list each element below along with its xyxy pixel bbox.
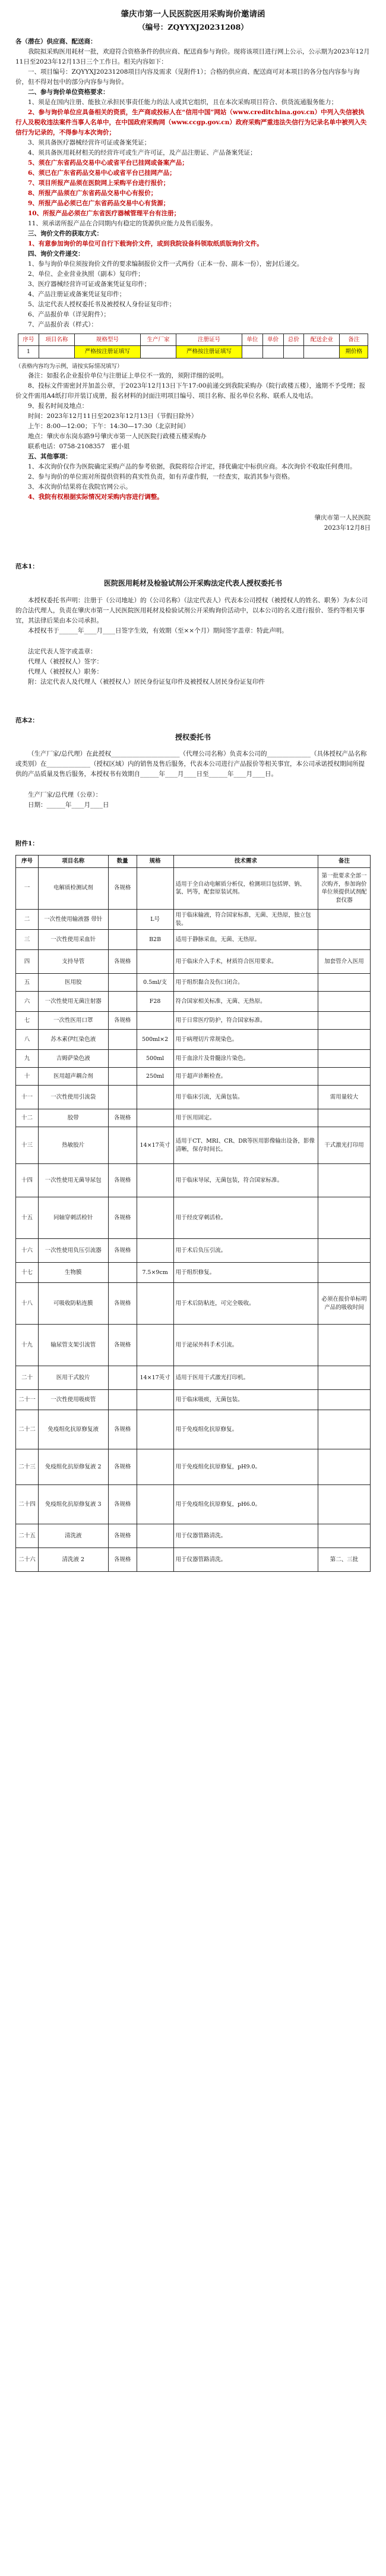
attachment-cell: 十三 bbox=[16, 1127, 39, 1164]
requirement-1: 1、须是在国内注册、能独立承担民事责任能力的法人或其它组织，且在本次采购项目符合、供货流通服务能力； bbox=[28, 99, 338, 106]
sample-2-title: 授权委托书 bbox=[175, 732, 211, 741]
attachment-cell: 各规格 bbox=[108, 1164, 137, 1197]
attachment-cell bbox=[318, 1239, 371, 1263]
attachment-cell bbox=[137, 950, 173, 974]
attachment-cell: 一次性医用口罩 bbox=[38, 1012, 108, 1030]
attachment-cell: 用于临床吸痰，无菌包装。 bbox=[173, 1390, 318, 1410]
attachment-cell bbox=[318, 1410, 371, 1449]
attachment-cell: 适用于全自动电解质分析仪，检测项目包括钾、钠、氯、钙等，配套原装试剂。 bbox=[173, 867, 318, 909]
price-header-cell: 备注 bbox=[340, 334, 368, 346]
sample-2-date: 日期：______年____月____日 bbox=[28, 801, 109, 809]
attachment-cell: 各规格 bbox=[108, 1524, 137, 1548]
sample-1-agent-title: 代理人（被授权人）职务： bbox=[28, 668, 103, 675]
attachment-cell bbox=[108, 1086, 137, 1109]
deliver-2: 2、单位、企业营业执照（副本）复印件； bbox=[28, 271, 144, 278]
attachment-cell: 电解质检测试剂 bbox=[38, 867, 108, 909]
other-2: 2、参与询价的单位需对所提供资料的真实性负责，如有弄虚作假，一经查实，取消其参与资格。 bbox=[28, 473, 294, 481]
price-cell bbox=[304, 346, 340, 358]
attachment-cell: 一次性使用负压引流器 bbox=[38, 1239, 108, 1263]
attachment-cell: 用于泌尿外科手术引流。 bbox=[173, 1325, 318, 1366]
section-4-heading: 四、询价文件递交： bbox=[28, 250, 84, 258]
attachment-cell: 500ml bbox=[137, 1050, 173, 1068]
attachment-cell bbox=[108, 1030, 137, 1050]
attachment-cell: 二十五 bbox=[16, 1524, 39, 1548]
deliver-1: 1、参与询价单位须按询价文件的要求编制报价文件一式两份（正本一份、副本一份），密封后递交。 bbox=[28, 260, 303, 268]
sample-1-paragraph-1: 本授权委托书声明：注册于（公司地址）的（公司名称）（法定代表人）代表本公司授权（被授权人的姓名、职务）为本公司的合法代理人，负责在肇庆市第一人民医院医用耗材及检验试剂公开采购询价活动中，以本公司的名义进行报价、签约等相关事宜，其法律后果由本公司承担。 bbox=[15, 596, 368, 624]
section-3-heading: 三、询价文件的获取方式： bbox=[28, 230, 103, 238]
attachment-cell: 250ml bbox=[137, 1068, 173, 1086]
attachment-cell: 免疫组化抗原修复液 3 bbox=[38, 1485, 108, 1524]
attachment-cell: 吉姆萨染色液 bbox=[38, 1050, 108, 1068]
price-cell: 期价格 bbox=[340, 346, 368, 358]
attachment-cell bbox=[318, 1325, 371, 1366]
sample-1-legal-rep: 法定代表人签字或盖章： bbox=[28, 647, 97, 655]
price-header-cell: 配送企业 bbox=[304, 334, 340, 346]
requirement-7: 7、项目所报产品须在医院网上采购平台进行报价； bbox=[28, 180, 170, 187]
sample-1-agent-sign: 代理人（被授权人）签字： bbox=[28, 658, 103, 665]
attachment-table-row bbox=[16, 1197, 371, 1239]
section-5-heading: 五、其他事项： bbox=[28, 453, 72, 461]
attachment-cell: 五 bbox=[16, 974, 39, 992]
sign-organization: 肇庆市第一人民医院 bbox=[314, 514, 371, 522]
intro-paragraph: 我院拟采购医用耗材一批，欢迎符合资格条件的供应商、配送商参与询价。现将该项目进行网上公示，公示期为2023年12月11日至2023年12月13日三个工作日。相关内容如下： bbox=[15, 48, 370, 66]
attachment-cell bbox=[137, 1109, 173, 1127]
attachment-table-row bbox=[16, 930, 371, 950]
attachment-cell bbox=[137, 1449, 173, 1485]
attachment-cell: 用于免疫组化抗原修复。 bbox=[173, 1410, 318, 1449]
attachment-table-row bbox=[16, 867, 371, 909]
attachment-cell: 用于病理切片常规染色。 bbox=[173, 1030, 318, 1050]
attachment-cell: 用于临床输液，符合国家标准，无菌、无热原，独立包装。 bbox=[173, 909, 318, 930]
sample-2-label: 范本2： bbox=[15, 716, 39, 724]
price-cell bbox=[242, 346, 262, 358]
attachment-cell bbox=[318, 1068, 371, 1086]
requirement-9: 9、所报产品必须已在广东省药品交易中心有货源； bbox=[28, 200, 170, 207]
greeting: 各（潜在）供应商、配送商： bbox=[15, 38, 97, 46]
attachment-cell bbox=[137, 1390, 173, 1410]
other-1: 1、本次询价仅作为医院确定采购产品的参考依据，我院将综合评定，择优确定中标供应商。本次询价不收取任何费用。 bbox=[28, 463, 356, 471]
attachment-cell: 十二 bbox=[16, 1109, 39, 1127]
section-1: 一、项目编号：ZQYYXJ20231208项目内容及需求（见附件1）；合格的供应商、配送商可对本项目的各分包内容参与询价，但不得对包中的部分内容参与询价。 bbox=[15, 68, 360, 86]
attachment-cell bbox=[318, 1050, 371, 1068]
attachment-cell: 二十一 bbox=[16, 1390, 39, 1410]
attachment-cell: 十七 bbox=[16, 1263, 39, 1283]
attachment-cell bbox=[318, 1263, 371, 1283]
requirement-11: 11、须承诺所报产品在合同期内有稳定的货源供应能力及售后服务。 bbox=[28, 220, 217, 228]
sample-1-label: 范本1： bbox=[15, 563, 39, 571]
attachment-cell: 十八 bbox=[16, 1283, 39, 1325]
attachment-cell: 适用于静脉采血，无菌、无热原。 bbox=[173, 930, 318, 950]
attachment-cell bbox=[108, 992, 137, 1012]
body-note: 备注：如报名企业报价单位与注册证上单位不一致的，须附详细的说明。 bbox=[28, 372, 227, 380]
attachment-table-row bbox=[16, 1366, 371, 1390]
attachment-cell bbox=[318, 992, 371, 1012]
attachment-cell: 十四 bbox=[16, 1164, 39, 1197]
attachment-cell: 输尿管支架引流管 bbox=[38, 1325, 108, 1366]
attachment-table-row bbox=[16, 1485, 371, 1524]
attachment-cell bbox=[137, 1485, 173, 1524]
attachment-cell bbox=[108, 1050, 137, 1068]
price-table-header bbox=[18, 334, 368, 346]
attachment-table-row bbox=[16, 1068, 371, 1086]
attachment-cell: 用于临床介入手术，材质符合医用要求。 bbox=[173, 950, 318, 974]
price-cell bbox=[39, 346, 74, 358]
attachment-cell bbox=[318, 909, 371, 930]
price-table-note: （表格内容均为示例，请按实际情况填写） bbox=[15, 363, 123, 370]
attachment-table-row bbox=[16, 950, 371, 974]
attachment-table-row bbox=[16, 1012, 371, 1030]
attachment-table-row bbox=[16, 1283, 371, 1325]
attachment-cell: 用于仪器管路清洗。 bbox=[173, 1548, 318, 1572]
attachment-cell bbox=[318, 1485, 371, 1524]
attachment-cell bbox=[108, 1366, 137, 1390]
attachment-table-row bbox=[16, 1449, 371, 1485]
attachment-cell: 各规格 bbox=[108, 1197, 137, 1239]
price-header-cell: 序号 bbox=[18, 334, 39, 346]
attachment-cell: 各规格 bbox=[108, 1239, 137, 1263]
attachment-cell: 各规格 bbox=[108, 1449, 137, 1485]
attachment-cell: 用于术后负压引流。 bbox=[173, 1239, 318, 1263]
attachment-cell: 十 bbox=[16, 1068, 39, 1086]
attachment-header-cell: 规格 bbox=[137, 855, 173, 868]
attachment-table-row bbox=[16, 1410, 371, 1449]
attachment-cell bbox=[108, 1390, 137, 1410]
deliver-4: 4、产品注册证或备案凭证复印件； bbox=[28, 291, 126, 298]
price-header-cell: 项目名称 bbox=[39, 334, 74, 346]
deliver-3: 3、医疗器械经营许可证或备案凭证复印件； bbox=[28, 281, 151, 288]
attachment-cell: 用于超声诊断检查。 bbox=[173, 1068, 318, 1086]
attachment-table-row bbox=[16, 909, 371, 930]
sign-date: 2023年12月8日 bbox=[324, 524, 371, 532]
requirement-5: 5、须在广东省药品交易中心或省平台已挂网或备案产品； bbox=[28, 159, 188, 167]
attachment-cell bbox=[318, 1030, 371, 1050]
attachment-cell: 一次性使用采血针 bbox=[38, 930, 108, 950]
attachment-cell: 十六 bbox=[16, 1239, 39, 1263]
attachment-cell: 六 bbox=[16, 992, 39, 1012]
attachment-table bbox=[15, 855, 371, 1572]
attachment-cell: 用于术后防粘连，可完全吸收。 bbox=[173, 1283, 318, 1325]
attachment-cell: 免疫组化抗原修复液 bbox=[38, 1410, 108, 1449]
attachment-cell bbox=[137, 1283, 173, 1325]
attachment-cell bbox=[108, 1068, 137, 1086]
attachment-cell: 各规格 bbox=[108, 867, 137, 909]
get-document-1: 1、有意参加询价的单位可自行下载询价文件，或到我院设备科领取纸质版询价文件。 bbox=[28, 240, 263, 248]
attachment-cell bbox=[108, 974, 137, 992]
attachment-cell: L号 bbox=[137, 909, 173, 930]
attachment-cell: 各规格 bbox=[108, 1012, 137, 1030]
attachment-cell: 用于医用固定。 bbox=[173, 1109, 318, 1127]
attachment-cell: 清洗液 2 bbox=[38, 1548, 108, 1572]
attachment-cell bbox=[137, 1164, 173, 1197]
attachment-table-row bbox=[16, 1390, 371, 1410]
attachment-cell: 热敏胶片 bbox=[38, 1127, 108, 1164]
attachment-cell: 一次性使用引流袋 bbox=[38, 1086, 108, 1109]
attachment-table-header bbox=[16, 855, 371, 868]
requirement-6: 6、须已在广东省药品交易中心或省平台已挂网产品； bbox=[28, 169, 176, 177]
other-4: 4、我院有权根据实际情况对采购内容进行调整。 bbox=[28, 493, 163, 501]
attachment-cell: 十一 bbox=[16, 1086, 39, 1109]
attachment-table-row bbox=[16, 1524, 371, 1548]
price-table-row bbox=[18, 346, 368, 358]
attachment-cell bbox=[318, 1449, 371, 1485]
attachment-cell bbox=[137, 1410, 173, 1449]
sample-1-attachment-note: 附：法定代表人及代理人（被授权人）居民身份证复印件及被授权人居民身份证复印件 bbox=[28, 678, 265, 685]
attachment-cell: B2B bbox=[137, 930, 173, 950]
price-table bbox=[18, 334, 368, 358]
body-time-heading: 9、报名时间及地点： bbox=[28, 402, 88, 410]
attachment-cell: 各规格 bbox=[108, 1548, 137, 1572]
attachment-cell bbox=[318, 1524, 371, 1548]
attachment-cell: 医用超声耦合剂 bbox=[38, 1068, 108, 1086]
attachment-cell bbox=[137, 1548, 173, 1572]
price-header-cell: 总价 bbox=[283, 334, 304, 346]
sample-2-seal: 生产厂家/总代理（公章）： bbox=[28, 791, 102, 799]
attachment-cell bbox=[318, 1197, 371, 1239]
attachment-cell: 生物膜 bbox=[38, 1263, 108, 1283]
requirement-8: 8、所报产品须在广东省药品交易中心有报价； bbox=[28, 190, 157, 197]
attachment-cell: 苏木素伊红染色液 bbox=[38, 1030, 108, 1050]
attachment-cell: 500ml×2 bbox=[137, 1030, 173, 1050]
price-header-cell: 注册证号 bbox=[176, 334, 242, 346]
attachment-cell: 二十四 bbox=[16, 1485, 39, 1524]
attachment-cell: 二十 bbox=[16, 1366, 39, 1390]
attachment-cell: 十九 bbox=[16, 1325, 39, 1366]
attachment-cell: 用于临床导尿，无菌包装，符合国家标准。 bbox=[173, 1164, 318, 1197]
attachment-cell bbox=[318, 974, 371, 992]
document-title: 肇庆市第一人民医院医用采购询价邀请函 bbox=[121, 10, 265, 19]
attachment-table-row bbox=[16, 1127, 371, 1164]
attachment-cell: 用于组织修复。 bbox=[173, 1263, 318, 1283]
attachment-cell: 一次性使用无菌导尿包 bbox=[38, 1164, 108, 1197]
attachment-header-cell: 项目名称 bbox=[38, 855, 108, 868]
requirement-10: 10、所报产品必须在广东省医疗器械管理平台有注册； bbox=[28, 210, 181, 218]
attachment-cell: 用于临床引流，无菌包装。 bbox=[173, 1086, 318, 1109]
attachment-table-row bbox=[16, 1164, 371, 1197]
attachment-cell: 二十六 bbox=[16, 1548, 39, 1572]
attachment-cell bbox=[318, 930, 371, 950]
deliver-6: 6、产品报价单（详见附件）； bbox=[28, 311, 110, 319]
attachment-cell bbox=[108, 1263, 137, 1283]
attachment-cell: 各规格 bbox=[108, 950, 137, 974]
price-cell: 严格按注册证填写 bbox=[74, 346, 140, 358]
document-number: （编号：ZQYYXJ20231208） bbox=[138, 22, 248, 32]
attachment-cell: 用于日常医疗防护，符合国家标准。 bbox=[173, 1012, 318, 1030]
attachment-cell: 需用量较大 bbox=[318, 1086, 371, 1109]
attachment-cell: 医用干式胶片 bbox=[38, 1366, 108, 1390]
attachment-header-cell: 备注 bbox=[318, 855, 371, 868]
attachment-cell bbox=[108, 1127, 137, 1164]
attachment-cell bbox=[137, 1524, 173, 1548]
attachment-cell bbox=[318, 1164, 371, 1197]
attachment-table-row bbox=[16, 1263, 371, 1283]
deliver-7: 7、产品报价表（样式）： bbox=[28, 321, 97, 329]
requirement-4: 4、须具备医用耗材相关的经营许可或生产许可证，及产品注册证、产品备案凭证； bbox=[28, 149, 257, 157]
attachment-cell: 七 bbox=[16, 1012, 39, 1030]
body-time: 时间：2023年12月11日至2023年12月13日（节假日除外） bbox=[28, 413, 198, 420]
attachment-cell: 一次性使用无菌注射器 bbox=[38, 992, 108, 1012]
attachment-cell: 胶带 bbox=[38, 1109, 108, 1127]
attachment-cell: 第二、三批 bbox=[318, 1548, 371, 1572]
attachment-table-row bbox=[16, 992, 371, 1012]
other-3: 3、本次询价结果将在我院官网公示。 bbox=[28, 483, 132, 491]
price-cell bbox=[140, 346, 176, 358]
attachment-cell: 各规格 bbox=[108, 1410, 137, 1449]
attachment-cell: 适用于CT、MRI、CR、DR等医用影像输出设备，影像清晰，保存时间长。 bbox=[173, 1127, 318, 1164]
attachment-cell bbox=[318, 1390, 371, 1410]
attachment-cell: 二十二 bbox=[16, 1410, 39, 1449]
sample-1-paragraph-2: 本授权书于______年____月____日签字生效，有效期（至××个月）期间签字盖章：特此声明。 bbox=[28, 627, 288, 634]
attachment-cell bbox=[137, 867, 173, 909]
attachment-cell: 用于经皮穿刺活检。 bbox=[173, 1197, 318, 1239]
attachment-header-cell: 技术需求 bbox=[173, 855, 318, 868]
attachment-cell: 四 bbox=[16, 950, 39, 974]
section-2-heading: 二、参与询价单位资格要求： bbox=[28, 89, 109, 96]
attachment-table-row bbox=[16, 1086, 371, 1109]
attachment-cell bbox=[137, 1325, 173, 1366]
body-hours: 上午：8:00—12:00；下午：14:30—17:30（北京时间） bbox=[28, 423, 189, 430]
attachment-table-row bbox=[16, 1050, 371, 1068]
attachment-cell: 适用于医用干式激光打印机。 bbox=[173, 1366, 318, 1390]
price-header-cell: 规格型号 bbox=[74, 334, 140, 346]
price-cell: 严格按注册证填写 bbox=[176, 346, 242, 358]
price-cell bbox=[283, 346, 304, 358]
attachment-cell: 7.5×9cm bbox=[137, 1263, 173, 1283]
price-cell bbox=[262, 346, 283, 358]
attachment-cell: 一 bbox=[16, 867, 39, 909]
requirement-2: 2、参与询价单位应具备相关的资质，生产商或投标人在“信用中国”网站（www.creditchina.gov.cn）中列入失信被执行人及税收违法案件当事人名单中，在中国政府采购网（www.ccgp.gov.cn）政府采购严重违法失信行为记录名单中被列入失信行为记录的，不得参与本次询价； bbox=[15, 109, 367, 137]
attachment-cell: 清洗液 bbox=[38, 1524, 108, 1548]
attachment-cell: 符合国家相关标准，无菌、无热原。 bbox=[173, 992, 318, 1012]
body-address: 地点：肇庆市东岗东路9号肇庆市第一人民医院行政楼五楼采购办 bbox=[28, 433, 207, 441]
attachment-cell: 一次性使用输液器 带针 bbox=[38, 909, 108, 930]
attachment-cell: 二 bbox=[16, 909, 39, 930]
attachment-cell: 各规格 bbox=[108, 1325, 137, 1366]
attachment-cell bbox=[137, 1197, 173, 1239]
attachment-cell bbox=[137, 1086, 173, 1109]
attachment-cell: 一次性使用吸痰管 bbox=[38, 1390, 108, 1410]
sample-2-paragraph-1: （生产厂家/总代理）在此授权______________________（代理公司名称）负责本公司的______________（具体授权产品名称或类别）在______________（授权区域）内的销售及售后服务，代表本公司进行产品报价等相关事宜，本公司承诺授权期间所提供的产品质量及售后服务，本授权书有效期自______年____月____日至______年____月____日。 bbox=[15, 750, 367, 778]
attachment-cell: F28 bbox=[137, 992, 173, 1012]
attachment-table-row bbox=[16, 974, 371, 992]
attachment-cell: 支持导管 bbox=[38, 950, 108, 974]
attachment-cell: 可吸收防粘连膜 bbox=[38, 1283, 108, 1325]
attachment-cell: 免疫组化抗原修复液 2 bbox=[38, 1449, 108, 1485]
attachment-cell bbox=[137, 1239, 173, 1263]
attachment-cell: 用于仪器管路清洗。 bbox=[173, 1524, 318, 1548]
attachment-cell: 八 bbox=[16, 1030, 39, 1050]
attachment-table-row bbox=[16, 1030, 371, 1050]
body-contact: 联系电话：0758-2108357 霍小姐 bbox=[28, 443, 130, 451]
price-cell: 1 bbox=[18, 346, 39, 358]
attachment-cell: 14×17英寸 bbox=[137, 1366, 173, 1390]
price-header-cell: 单位 bbox=[242, 334, 262, 346]
price-header-cell: 单价 bbox=[262, 334, 283, 346]
attachment-cell bbox=[137, 1012, 173, 1030]
sample-1-title: 医院医用耗材及检验试剂公开采购法定代表人授权委托书 bbox=[103, 579, 282, 588]
attachment-cell: 用于免疫组化抗原修复，pH6.0。 bbox=[173, 1485, 318, 1524]
attachment-table-row bbox=[16, 1548, 371, 1572]
attachment-cell bbox=[108, 930, 137, 950]
attachment-cell: 二十三 bbox=[16, 1449, 39, 1485]
attachment-table-row bbox=[16, 1239, 371, 1263]
attachment-cell: 三 bbox=[16, 930, 39, 950]
attachment-cell: 各规格 bbox=[108, 1109, 137, 1127]
attachment-cell: 用于组织黏合及伤口闭合。 bbox=[173, 974, 318, 992]
attachment-cell bbox=[318, 1012, 371, 1030]
attachment-cell: 必须在报价单标明产品的吸收时间 bbox=[318, 1283, 371, 1325]
attachment-cell: 第一批要求全部一次购齐，参加询价单位须提供试剂配套仪器 bbox=[318, 867, 371, 909]
deliver-5: 5、法定代表人授权委托书及被授权人身份证复印件； bbox=[28, 301, 176, 309]
attachment-cell: 医用胶 bbox=[38, 974, 108, 992]
attachment-label: 附件1： bbox=[15, 840, 39, 848]
attachment-table-row bbox=[16, 1325, 371, 1366]
attachment-cell: 干式激光打印用 bbox=[318, 1127, 371, 1164]
attachment-cell: 各规格 bbox=[108, 1485, 137, 1524]
attachment-header-cell: 序号 bbox=[16, 855, 39, 868]
requirement-3: 3、须具备医疗器械经营许可证或备案凭证； bbox=[28, 139, 151, 147]
attachment-cell: 十五 bbox=[16, 1197, 39, 1239]
attachment-cell bbox=[318, 1366, 371, 1390]
attachment-table-row bbox=[16, 1109, 371, 1127]
attachment-cell: 用于血涂片及骨髓涂片染色。 bbox=[173, 1050, 318, 1068]
attachment-header-cell: 数量 bbox=[108, 855, 137, 868]
price-header-cell: 生产厂家 bbox=[140, 334, 176, 346]
attachment-cell: 九 bbox=[16, 1050, 39, 1068]
body-deadline: 8、投标文件需密封并加盖公章，于2023年12月13日下午17:00前递交到我院采购办（院行政楼五楼），逾期不予受理；报价文件需用A4纸打印并装订成册，报名材料的封面注明项目编号、项目名称、报名单位名称、联系人及电话。 bbox=[15, 382, 366, 400]
attachment-cell: 加套管介入医用 bbox=[318, 950, 371, 974]
attachment-cell bbox=[108, 909, 137, 930]
attachment-cell bbox=[318, 1109, 371, 1127]
attachment-cell: 同轴穿刺活检针 bbox=[38, 1197, 108, 1239]
attachment-cell: 0.5ml/支 bbox=[137, 974, 173, 992]
attachment-cell: 各规格 bbox=[108, 1283, 137, 1325]
attachment-cell: 14×17英寸 bbox=[137, 1127, 173, 1164]
attachment-cell: 用于免疫组化抗原修复，pH9.0。 bbox=[173, 1449, 318, 1485]
